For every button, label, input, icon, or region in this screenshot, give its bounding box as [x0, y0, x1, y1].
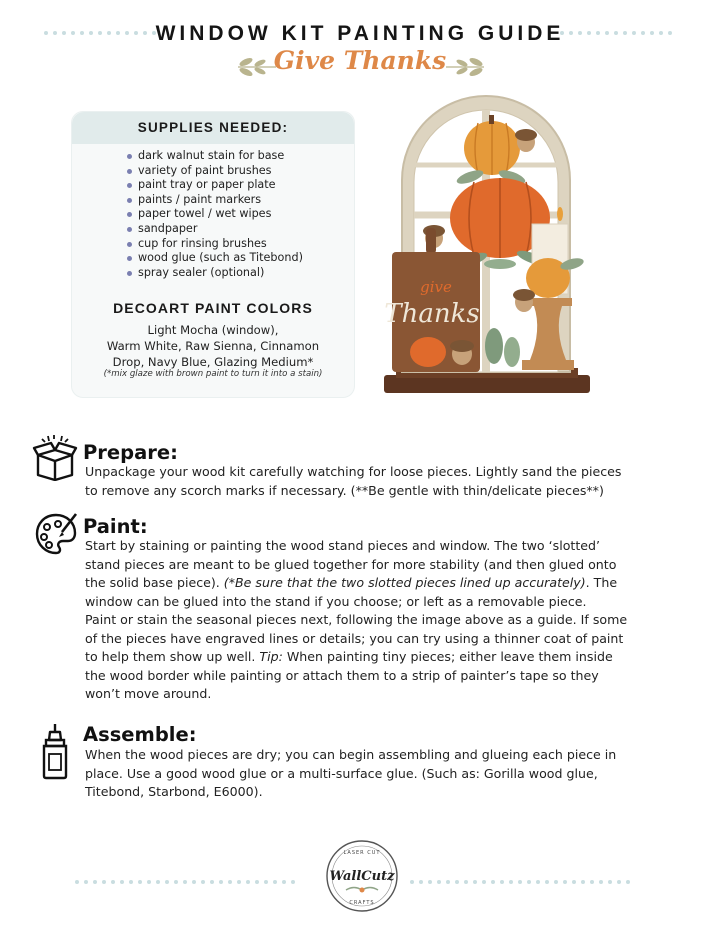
supplies-heading: SUPPLIES NEEDED:	[72, 112, 354, 144]
section-title-paint: Paint:	[83, 515, 148, 538]
supplies-panel	[71, 111, 355, 398]
paint-colors-note: (*mix glaze with brown paint to turn it into a stain)	[103, 369, 323, 379]
paint-line: to help them show up well. Tip: When painting tiny pieces; either leave them inside	[85, 649, 613, 664]
logo-arc-bottom: CRAFTS	[349, 900, 375, 906]
assemble-line: place. Use a good wood glue or a multi-surface glue. (Such as: Gorilla wood glue,	[85, 765, 598, 781]
supply-item: paint tray or paper plate	[127, 178, 303, 193]
paint-line: window can be glued into the stand if you choose; or left as a removable piece.	[85, 593, 587, 609]
paint-tip-label: Tip:	[259, 649, 283, 664]
section-body-assemble	[85, 746, 645, 802]
prepare-line: to remove any scorch marks if necessary. (**Be gentle with thin/delicate pieces**)	[85, 482, 604, 498]
page-title: WINDOW KIT PAINTING GUIDE	[155, 22, 565, 45]
wallcutz-logo	[324, 838, 400, 914]
supply-item: cup for rinsing brushes	[127, 237, 303, 252]
paint-line: the solid base piece). (*Be sure that the two slotted pieces lined up accurately). The	[85, 575, 618, 590]
supply-item: paints / paint markers	[127, 193, 303, 208]
paint-line: of the pieces have engraved lines or details; you can try using a thinner coat of paint	[85, 630, 624, 646]
paint-palette-icon	[34, 512, 78, 556]
sign-word-thanks: Thanks	[384, 299, 480, 329]
supplies-list	[127, 149, 303, 280]
page-subtitle: Give Thanks	[273, 46, 447, 75]
laurel-right-icon	[444, 55, 492, 79]
logo-arc-top: LASER CUT	[343, 850, 381, 856]
supply-item: variety of paint brushes	[127, 164, 303, 179]
paint-line: stand pieces are meant to be glued together for more stability (and then glued onto	[85, 556, 617, 572]
supply-item: paper towel / wet wipes	[127, 207, 303, 222]
paint-colors-line: Light Mocha (window),	[147, 323, 279, 337]
assemble-line: When the wood pieces are dry; you can begin assembling and glueing each piece in	[85, 747, 617, 762]
paint-line: Start by staining or painting the wood stand pieces and window. The two ‘slotted’	[85, 538, 601, 553]
section-title-prepare: Prepare:	[83, 441, 178, 464]
section-body-prepare	[85, 463, 645, 500]
glue-bottle-icon	[40, 722, 70, 780]
supply-item: sandpaper	[127, 222, 303, 237]
supply-item: wood glue (such as Titebond)	[127, 251, 303, 266]
gift-box-icon	[32, 433, 78, 481]
paint-line: the wood border while painting or attach them to a strip of painter’s tape so they	[85, 667, 599, 683]
section-title-assemble: Assemble:	[83, 723, 197, 746]
prepare-line: Unpackage your wood kit carefully watching for loose pieces. Lightly sand the pieces	[85, 464, 622, 479]
supply-item: spray sealer (optional)	[127, 266, 303, 281]
bottom-dots-right	[410, 880, 650, 884]
paint-line: won’t move around.	[85, 686, 212, 701]
window-kit-product-image	[382, 90, 590, 395]
paint-colors-text	[72, 322, 354, 370]
paint-emphasis: (*Be sure that the two slotted pieces lined up accurately)	[223, 575, 586, 590]
supply-item: dark walnut stain for base	[127, 149, 303, 164]
sign-word-give: give	[420, 278, 452, 296]
paint-colors-line: Drop, Navy Blue, Glazing Medium*	[112, 355, 314, 369]
assemble-line: Titebond, Starbond, E6000).	[85, 784, 263, 799]
paint-colors-heading: DECOART PAINT COLORS	[113, 300, 313, 316]
paint-colors-line: Warm White, Raw Sienna, Cinnamon	[106, 339, 320, 353]
paint-line: Paint or stain the seasonal pieces next, following the image above as a guide. If some	[85, 612, 628, 627]
bottom-dots-left	[75, 880, 315, 884]
logo-name: WallCutz	[329, 869, 395, 884]
section-body-paint	[85, 537, 645, 704]
